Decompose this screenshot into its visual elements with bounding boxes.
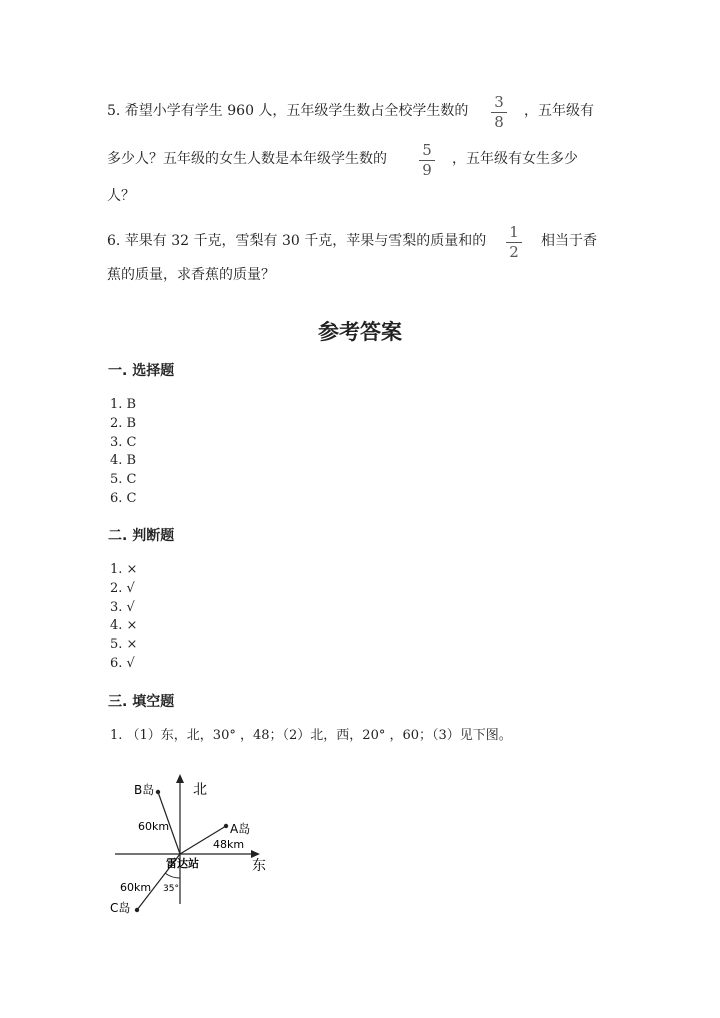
north-label: 北: [193, 782, 207, 798]
b-island-point: [156, 790, 160, 794]
a-distance-label: 48km: [213, 838, 245, 851]
list-item: 5. ×: [110, 637, 138, 653]
q6-line1-tail: 相当于香: [541, 233, 597, 249]
c-island-label: C岛: [110, 901, 131, 915]
q6-line2-text: 蕉的质量，求香蕉的质量？: [107, 267, 275, 283]
list-item: 6. √: [110, 655, 135, 671]
fraction-denominator: 2: [509, 243, 519, 261]
b-distance-label: 60km: [138, 820, 170, 833]
q5-line2-tail: ，五年级有女生多少: [452, 151, 578, 167]
list-item: 3. C: [110, 434, 137, 450]
choice-answer-list: [110, 396, 136, 509]
list-item: 6. C: [110, 490, 137, 506]
q5-line3-text: 人？: [107, 188, 135, 204]
list-item: 4. ×: [110, 618, 138, 634]
radar-station-label: 雷达站: [166, 857, 199, 870]
c-island-point: [135, 908, 139, 912]
judge-answer-list: [110, 561, 137, 674]
fraction-numerator: 3: [494, 93, 504, 111]
a-island-point: [224, 824, 228, 828]
section-fill-heading: 三. 填空题: [108, 694, 175, 710]
q5-fraction-1: [490, 95, 508, 130]
fraction-numerator: 5: [422, 141, 432, 159]
a-island-label: A岛: [230, 822, 251, 836]
list-item: 5. C: [110, 472, 137, 488]
q6-fraction: [505, 225, 523, 260]
north-arrow-icon: [176, 774, 184, 783]
fraction-denominator: 9: [422, 161, 432, 179]
c-angle-label: 35°: [163, 884, 179, 894]
list-item: 2. B: [110, 415, 137, 431]
radar-direction-diagram: [100, 770, 300, 920]
section-judge-heading: 二. 判断题: [108, 528, 175, 544]
c-distance-label: 60km: [120, 881, 152, 894]
fraction-denominator: 8: [494, 113, 504, 131]
q5-line2-text: 多少人？五年级的女生人数是本年级学生数的: [107, 151, 387, 167]
section-choice-heading: 一. 选择题: [108, 363, 175, 379]
fraction-numerator: 1: [509, 223, 519, 241]
list-item: 4. B: [110, 453, 137, 469]
east-label: 东: [252, 858, 266, 874]
b-island-label: B岛: [134, 783, 155, 797]
list-item: 1. B: [110, 397, 137, 412]
q5-line1-tail: ，五年级有: [524, 103, 594, 119]
list-item: 3. √: [110, 599, 135, 615]
q6-line1-text: 6. 苹果有 32 千克，雪梨有 30 千克，苹果与雪梨的质量和的: [107, 233, 487, 249]
answer-title: 参考答案: [318, 320, 402, 344]
q5-line1-text: 5. 希望小学有学生 960 人，五年级学生数占全校学生数的: [107, 103, 469, 119]
list-item: 2. √: [110, 580, 135, 596]
east-arrow-icon: [251, 850, 260, 858]
c-angle-arc: [165, 873, 180, 878]
fill-answer-1: 1. （1）东，北，30° ，48；（2）北，西，20° ，60；（3）见下图。: [110, 728, 512, 743]
q5-fraction-2: [418, 143, 436, 178]
list-item: 1. ×: [110, 562, 138, 577]
